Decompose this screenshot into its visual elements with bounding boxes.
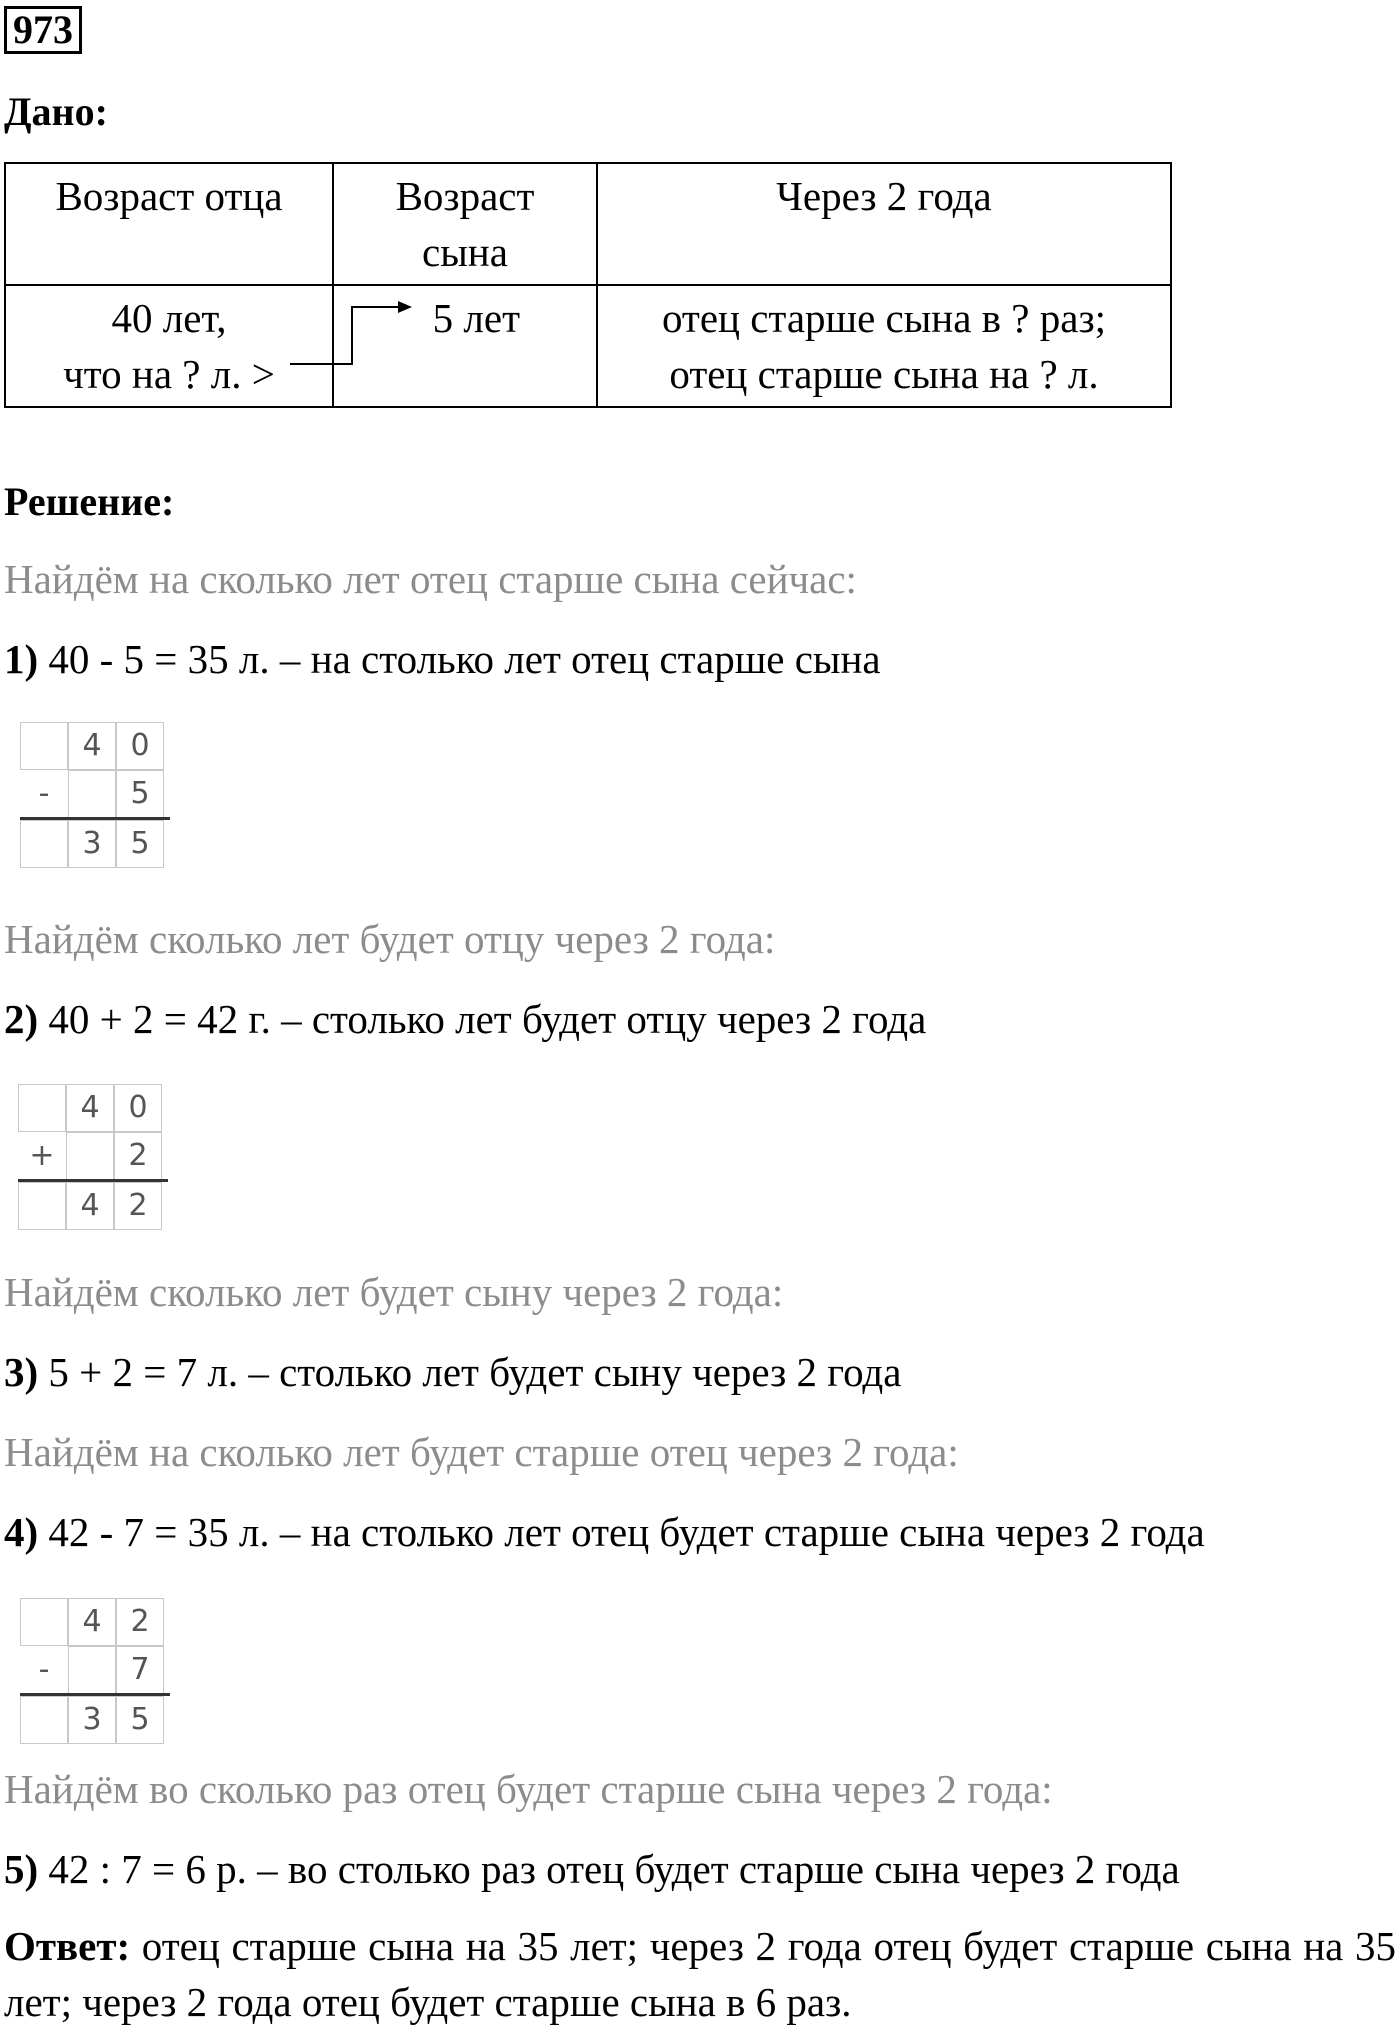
calc-1-top-digit: 0 bbox=[116, 722, 164, 770]
calc-4-operator: - bbox=[38, 1652, 50, 1687]
answer-paragraph bbox=[4, 1918, 1396, 2030]
step-4-hint: Найдём на сколько лет будет старше отец через 2 года: bbox=[4, 1429, 959, 1475]
header-father-age: Возраст отца bbox=[5, 163, 333, 285]
calc-2-blank bbox=[18, 1182, 66, 1230]
calc-4-result-digit: 5 bbox=[116, 1696, 164, 1744]
son-age-value: 5 лет bbox=[432, 295, 520, 341]
step-3-number: 3) bbox=[4, 1349, 39, 1395]
calc-1-blank bbox=[20, 820, 68, 868]
step-5-line bbox=[4, 1845, 1180, 1893]
calc-2-top-digit: 4 bbox=[66, 1084, 114, 1132]
calc-4-top-digit: 2 bbox=[116, 1598, 164, 1646]
calc-4-result-digit: 3 bbox=[68, 1696, 116, 1744]
calc-4-mid-digit: 7 bbox=[116, 1646, 164, 1694]
step-5-hint: Найдём во сколько раз отец будет старше сына через 2 года: bbox=[4, 1766, 1053, 1812]
calc-2-top-digit: 0 bbox=[114, 1084, 162, 1132]
header-after-two-years: Через 2 года bbox=[597, 163, 1171, 285]
given-heading: Дано: bbox=[4, 89, 108, 134]
step-2-line bbox=[4, 995, 926, 1043]
step-5-number: 5) bbox=[4, 1846, 39, 1892]
after-line1: отец старше сына в ? раз; bbox=[661, 295, 1107, 341]
calc-1-result-digit: 5 bbox=[116, 820, 164, 868]
calc-1-result-digit: 3 bbox=[68, 820, 116, 868]
step-1-text: 40 - 5 = 35 л. – на столько лет отец старше сына bbox=[38, 636, 881, 682]
father-age-line2: что на ? л. > bbox=[63, 351, 275, 397]
step-1-line bbox=[4, 635, 881, 683]
calc-4-blank bbox=[20, 1598, 68, 1646]
after-line2: отец старше сына на ? л. bbox=[669, 351, 1099, 397]
step-4-number: 4) bbox=[4, 1509, 39, 1555]
step-2-text: 40 + 2 = 42 г. – столько лет будет отцу через 2 года bbox=[38, 996, 927, 1042]
calc-1-mid-digit: 5 bbox=[116, 770, 164, 818]
step-4-text: 42 - 7 = 35 л. – на столько лет отец будет старше сына через 2 года bbox=[38, 1509, 1205, 1555]
step-5-text: 42 : 7 = 6 р. – во столько раз отец будет старше сына через 2 года bbox=[38, 1846, 1180, 1892]
father-age-line1: 40 лет, bbox=[111, 295, 227, 341]
calc-2-result-digit: 4 bbox=[66, 1182, 114, 1230]
problem-number: 973 bbox=[4, 6, 82, 54]
step-2-hint: Найдём сколько лет будет отцу через 2 года: bbox=[4, 916, 776, 962]
solution-heading: Решение: bbox=[4, 479, 175, 524]
calc-4-top-digit: 4 bbox=[68, 1598, 116, 1646]
calc-2-mid-digit bbox=[66, 1132, 114, 1180]
step-1-number: 1) bbox=[4, 636, 39, 682]
comparison-arrow-icon bbox=[0, 0, 1400, 420]
step-3-line bbox=[4, 1348, 901, 1396]
calc-1-operator: - bbox=[38, 776, 50, 811]
calc-2-result-digit: 2 bbox=[114, 1182, 162, 1230]
calc-1-mid-digit bbox=[68, 770, 116, 818]
step-2-number: 2) bbox=[4, 996, 39, 1042]
step-3-hint: Найдём сколько лет будет сыну через 2 года: bbox=[4, 1269, 784, 1315]
calc-1-top-digit: 4 bbox=[68, 722, 116, 770]
step-4-line bbox=[4, 1508, 1205, 1556]
header-son-age-text: Возраст сына bbox=[395, 173, 535, 275]
calc-2-operator: + bbox=[29, 1138, 55, 1173]
answer-text: отец старше сына на 35 лет; через 2 года отец будет старше сына на 35 лет; через 2 года отец будет старше сына в 6 раз. bbox=[4, 1923, 1396, 2025]
calc-2-mid-digit: 2 bbox=[114, 1132, 162, 1180]
calc-2-blank bbox=[18, 1084, 66, 1132]
calc-4-blank bbox=[20, 1696, 68, 1744]
step-1-hint: Найдём на сколько лет отец старше сына сейчас: bbox=[4, 556, 857, 602]
step-3-text: 5 + 2 = 7 л. – столько лет будет сыну через 2 года bbox=[38, 1349, 902, 1395]
answer-label: Ответ: bbox=[4, 1923, 131, 1969]
calc-1-blank bbox=[20, 722, 68, 770]
calc-4-mid-digit bbox=[68, 1646, 116, 1694]
